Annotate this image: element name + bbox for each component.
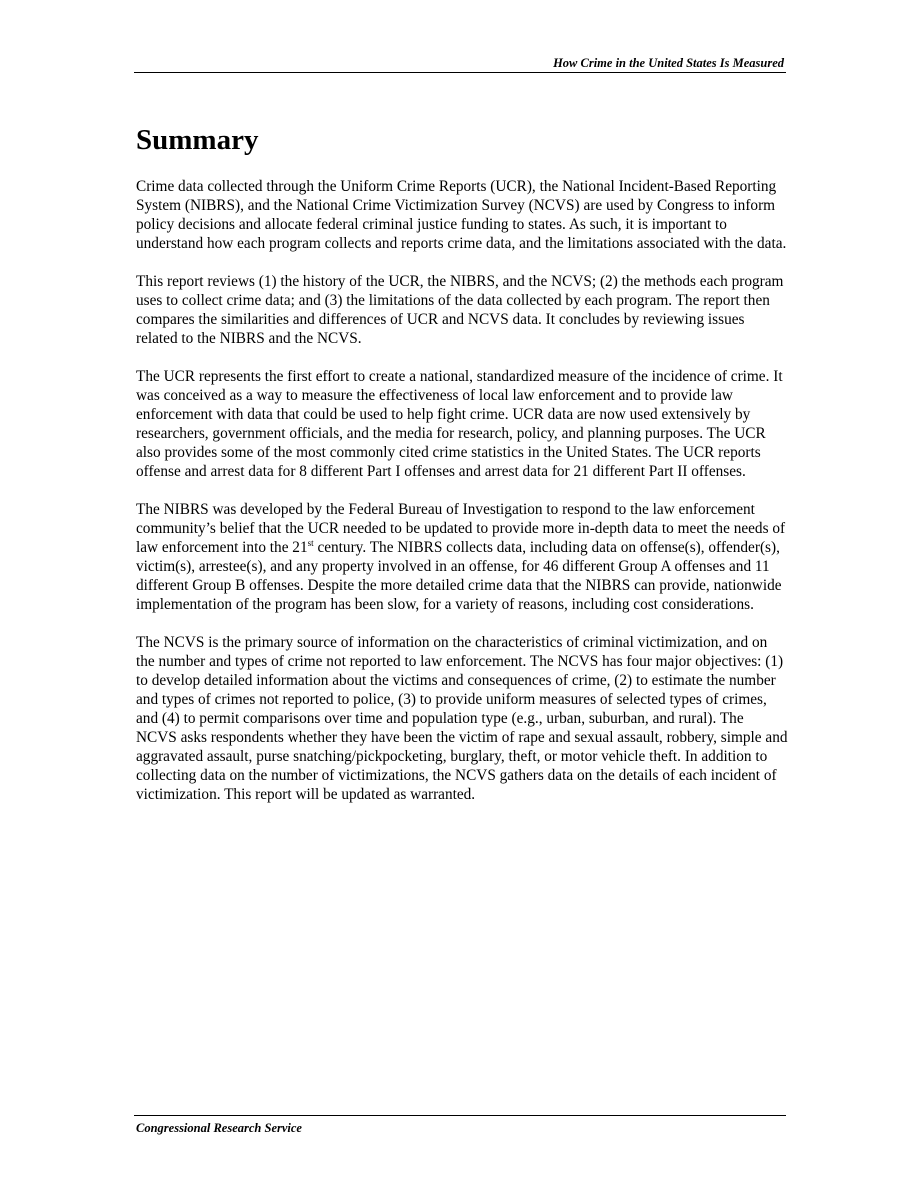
paragraph-ucr: The UCR represents the first effort to create a national, standardized measure of the incidence of crime. It was conceived as a way to measure the effectiveness of local law enforcement and to provide law enforcement with data that could be used to help fight crime. UCR data are now used extensively by researchers, government officials, and the media for research, policy, and planning purposes. The UCR also provides some of the most commonly cited crime statistics in the United States. The UCR reports offense and arrest data for 8 different Part I offenses and arrest data for 21 different Part II offenses.	[136, 368, 783, 480]
paragraph-ncvs: The NCVS is the primary source of information on the characteristics of criminal victimization, and on the number and types of crime not reported to law enforcement. The NCVS has four major objectives: (1) to develop detailed information about the victims and consequences of crime, (2) to estimate the number and types of crimes not reported to police, (3) to provide uniform measures of selected types of crimes, and (4) to permit comparisons over time and population type (e.g., urban, suburban, and rural). The NCVS asks respondents whether they have been the victim of rape and sexual assault, robbery, simple and aggravated assault, purse snatching/pickpocketing, burglary, theft, or motor vehicle theft. In addition to collecting data on the number of victimizations, the NCVS gathers data on the details of each incident of victimization. This report will be updated as warranted.	[136, 634, 788, 803]
paragraph-nibrs	[136, 500, 788, 614]
paragraph-nibrs-part1: The NIBRS was developed by the Federal Bureau of Investigation to respond to the law enforcement community’s belief that the UCR needed to be updated to provide more in-depth data to meet the needs of law enforcement into the 21	[136, 501, 786, 556]
summary-body	[136, 177, 788, 823]
paragraph-report-overview: This report reviews (1) the history of the UCR, the NIBRS, and the NCVS; (2) the methods each program uses to collect crime data; and (3) the limitations of the data collected by each program. The report then compares the similarities and differences of UCR and NCVS data. It concludes by reviewing issues related to the NIBRS and the NCVS.	[136, 273, 784, 347]
running-footer	[134, 1115, 786, 1135]
running-header-title: How Crime in the United States Is Measured	[553, 56, 784, 70]
running-header	[134, 57, 786, 73]
paragraph-data-uses: Crime data collected through the Uniform Crime Reports (UCR), the National Incident-Based Reporting System (NIBRS), and the National Crime Victimization Survey (NCVS) are used by Congress to inform policy decisions and allocate federal criminal justice funding to states. As such, it is important to understand how each program collects and reports crime data, and the limitations associated with the data.	[136, 178, 787, 252]
ordinal-superscript: st	[307, 537, 314, 548]
paragraph-nibrs-part2: century. The NIBRS collects data, including data on offense(s), offender(s), victim(s), arrestee(s), and any property involved in an offense, for 46 different Group A offenses and 11 different Group B offenses. Despite the more detailed crime data that the NIBRS can provide, nationwide implementation of the program has been slow, for a variety of reasons, including cost considerations.	[136, 539, 782, 613]
section-heading: Summary	[136, 124, 259, 156]
footer-publisher: Congressional Research Service	[136, 1121, 302, 1135]
